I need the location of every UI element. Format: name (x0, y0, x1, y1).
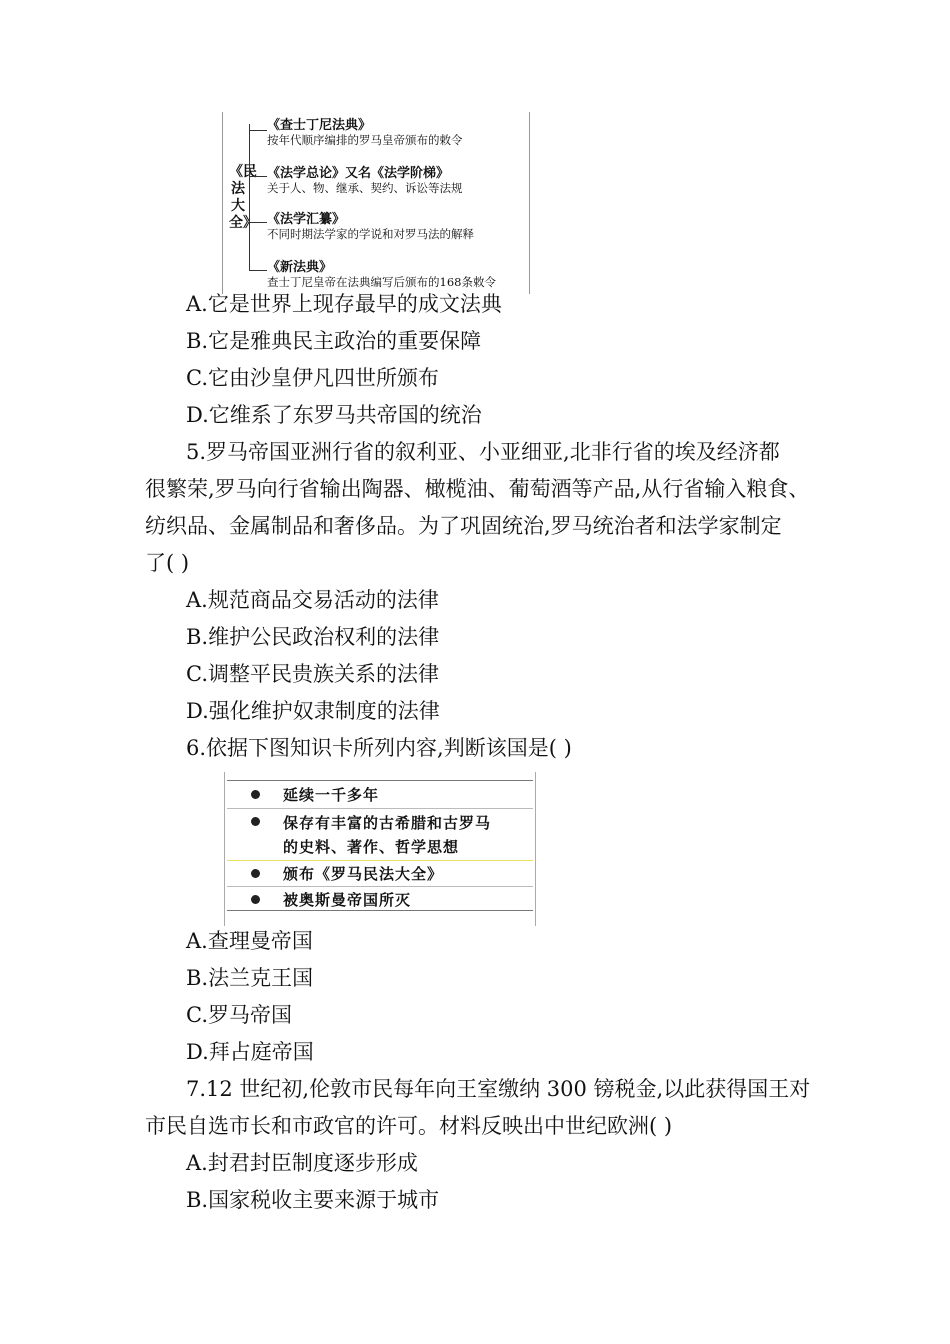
q5-stem-line: 5.罗马帝国亚洲行省的叙利亚、小亚细亚,北非行省的埃及经济都 (186, 440, 780, 464)
diagram-bracket (249, 124, 260, 270)
diagram-tick (249, 176, 267, 177)
q4-option-c: C.它由沙皇伊凡四世所颁布 (186, 366, 439, 390)
q6-option-b: B.法兰克王国 (186, 966, 314, 990)
civil-law-diagram (222, 112, 530, 294)
card-rule (227, 910, 533, 911)
card-item: 保存有丰富的古希腊和古罗马 (283, 814, 492, 832)
diagram-title: 《民法大全》 (229, 164, 257, 231)
diagram-item-name: 《查士丁尼法典》 (267, 118, 372, 133)
q6-option-d: D.拜占庭帝国 (186, 1040, 314, 1064)
q6-option-c: C.罗马帝国 (186, 1003, 292, 1027)
q5-stem-line: 纺织品、金属制品和奢侈品。为了巩固统治,罗马统治者和法学家制定 (145, 514, 782, 538)
diagram-item-desc: 查士丁尼皇帝在法典编写后颁布的168条敕令 (267, 275, 496, 289)
diagram-item-desc: 不同时期法学家的学说和对罗马法的解释 (267, 227, 474, 241)
bullet-icon (251, 817, 260, 826)
q7-stem-line: 7.12 世纪初,伦敦市民每年向王室缴纳 300 镑税金,以此获得国王对 (186, 1077, 811, 1101)
card-item: 延续一千多年 (283, 786, 380, 804)
diagram-item-name: 《新法典》 (267, 260, 333, 275)
diagram-item-name: 《法学总论》又名《法学阶梯》 (267, 166, 450, 181)
q4-option-d: D.它维系了东罗马共帝国的统治 (186, 403, 482, 427)
card-item: 颁布《罗马民法大全》 (283, 865, 444, 883)
knowledge-card (224, 772, 536, 926)
diagram-item-desc: 关于人、物、继承、契约、诉讼等法规 (267, 181, 463, 195)
diagram-tick (249, 130, 267, 131)
q7-stem-line: 市民自选市长和市政官的许可。材料反映出中世纪欧洲( ) (145, 1114, 673, 1138)
q7-option-a: A.封君封臣制度逐步形成 (186, 1151, 418, 1175)
card-item: 被奥斯曼帝国所灭 (283, 891, 412, 909)
bullet-icon (251, 869, 260, 878)
diagram-tick (249, 222, 267, 223)
q6-option-a: A.查理曼帝国 (186, 929, 313, 953)
q5-option-d: D.强化维护奴隶制度的法律 (186, 699, 440, 723)
q5-stem-line: 很繁荣,罗马向行省输出陶器、橄榄油、葡萄酒等产品,从行省输入粮食、 (145, 477, 810, 501)
card-item: 的史料、著作、哲学思想 (283, 838, 460, 856)
q5-option-b: B.维护公民政治权利的法律 (186, 625, 440, 649)
q4-option-b: B.它是雅典民主政治的重要保障 (186, 329, 482, 353)
card-rule (227, 886, 533, 887)
card-rule (227, 780, 533, 781)
q5-option-a: A.规范商品交易活动的法律 (186, 588, 439, 612)
q5-stem-line: 了( ) (145, 551, 190, 575)
bullet-icon (251, 790, 260, 799)
diagram-item-desc: 按年代顺序编排的罗马皇帝颁布的敕令 (267, 133, 463, 147)
q4-option-a: A.它是世界上现存最早的成文法典 (186, 292, 502, 316)
q7-option-b: B.国家税收主要来源于城市 (186, 1188, 440, 1212)
diagram-item-name: 《法学汇纂》 (267, 212, 346, 227)
q5-option-c: C.调整平民贵族关系的法律 (186, 662, 439, 686)
card-rule-highlight (227, 860, 533, 861)
card-rule (227, 808, 533, 809)
diagram-tick (249, 270, 267, 271)
q6-stem: 6.依据下图知识卡所列内容,判断该国是( ) (186, 736, 572, 760)
bullet-icon (251, 895, 260, 904)
